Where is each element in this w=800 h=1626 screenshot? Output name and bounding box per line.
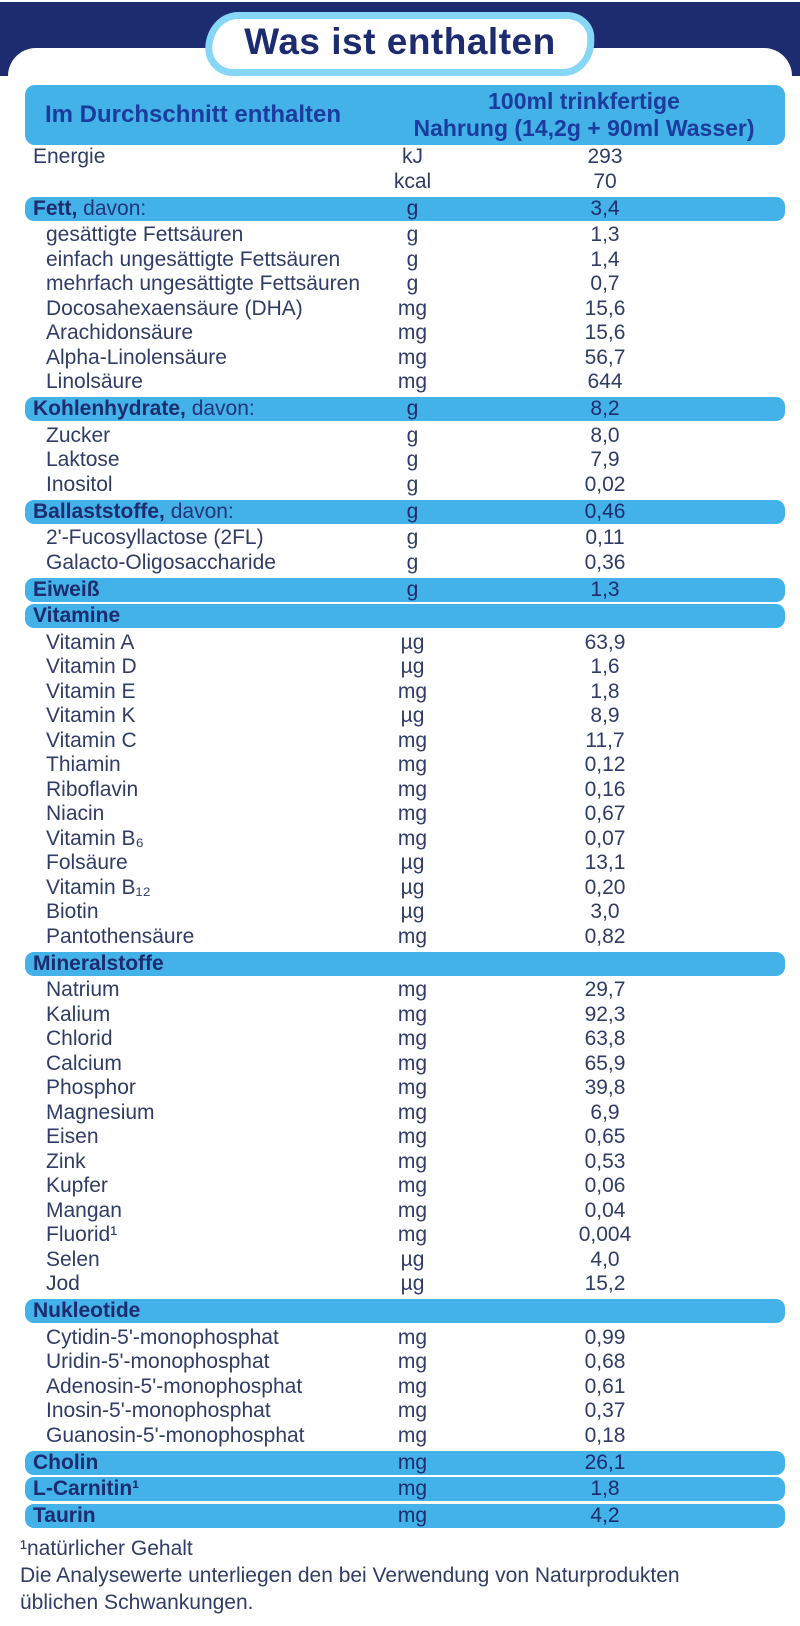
- row-unit: g: [406, 223, 419, 247]
- table-section-row: [25, 1451, 785, 1475]
- row-value: 1,6: [590, 655, 620, 679]
- row-unit: mg: [397, 1198, 428, 1222]
- section-label-bold: L-Carnitin¹: [33, 1477, 140, 1500]
- row-unit: mg: [397, 1051, 428, 1075]
- nutrition-card: [8, 48, 792, 1626]
- row-unit: mg: [397, 826, 428, 850]
- table-row: [25, 704, 785, 729]
- table-row: [25, 551, 785, 576]
- row-label: [25, 197, 355, 221]
- row-unit: mg: [397, 1076, 428, 1100]
- row-label: 2'-Fucosyllactose (2FL): [46, 526, 264, 550]
- row-label: Vitamin C: [46, 728, 137, 752]
- row-unit: mg: [397, 321, 428, 345]
- row-unit: µg: [400, 630, 425, 654]
- row-value: 13,1: [584, 851, 626, 875]
- row-value: 0,37: [584, 1399, 626, 1423]
- row-unit: mg: [397, 679, 428, 703]
- row-label: Energie: [33, 145, 106, 168]
- row-value: 65,9: [584, 1051, 626, 1075]
- table-row: [25, 1052, 785, 1077]
- footnote-natural-content: ¹natürlicher Gehalt: [20, 1536, 193, 1560]
- table-row: [25, 321, 785, 346]
- row-label: Selen: [46, 1247, 100, 1271]
- table-row: [25, 297, 785, 322]
- table-row: [25, 223, 785, 248]
- page-title: Was ist enthalten: [244, 21, 556, 62]
- row-unit: g: [406, 247, 419, 271]
- row-label: Kupfer: [46, 1174, 108, 1198]
- row-value: 0,02: [584, 472, 626, 496]
- table-header-right-line2: Nahrung (14,2g + 90ml Wasser): [413, 115, 755, 141]
- row-unit: mg: [397, 1450, 428, 1474]
- row-value: 56,7: [584, 345, 626, 369]
- table-header-right-line1: 100ml trinkfertige: [488, 88, 680, 114]
- row-label: Zink: [46, 1149, 86, 1173]
- section-label-rest: davon:: [164, 499, 234, 523]
- table-row: [25, 925, 785, 950]
- row-unit: g: [406, 499, 419, 523]
- table-section-row: [25, 197, 785, 221]
- row-unit: mg: [397, 1374, 428, 1398]
- row-value: 0,04: [584, 1198, 626, 1222]
- row-label: [25, 1477, 355, 1501]
- section-label-rest: davon:: [185, 397, 255, 420]
- row-label: Vitamin A: [46, 630, 135, 654]
- row-label: Vitamin B₆: [46, 826, 144, 850]
- row-value: 11,7: [585, 728, 625, 752]
- row-unit: mg: [397, 728, 428, 752]
- row-label: Zucker: [46, 423, 111, 447]
- row-label: Vitamin E: [46, 679, 136, 703]
- row-value: 8,9: [590, 704, 620, 728]
- row-unit: µg: [400, 1272, 425, 1296]
- row-value: 6,9: [590, 1100, 620, 1124]
- row-value: 7,9: [590, 448, 620, 472]
- section-label-bold: Taurin: [33, 1503, 96, 1527]
- row-label: Fluorid¹: [46, 1223, 118, 1247]
- section-label-bold: Fett,: [33, 196, 78, 220]
- row-label: Riboflavin: [46, 777, 139, 801]
- row-unit: mg: [397, 978, 428, 1002]
- row-unit: kJ: [402, 145, 423, 169]
- row-value: 0,61: [584, 1374, 626, 1398]
- row-unit: g: [406, 448, 419, 472]
- row-value-stack: [355, 145, 785, 194]
- table-row: [25, 631, 785, 656]
- row-label: Natrium: [46, 978, 120, 1002]
- row-value: 0,68: [584, 1350, 626, 1374]
- row-value: 0,18: [584, 1423, 626, 1447]
- table-section-row: [25, 397, 785, 421]
- row-line: [355, 170, 785, 195]
- row-value: 1,8: [590, 679, 620, 703]
- table-row: [25, 1350, 785, 1375]
- table-section-row: [25, 578, 785, 602]
- row-unit: mg: [397, 1100, 428, 1124]
- table-row: [25, 1125, 785, 1150]
- table-row: [25, 680, 785, 705]
- table-section-row: [25, 952, 785, 976]
- row-value: 29,7: [584, 978, 626, 1002]
- row-value: 644: [587, 370, 623, 394]
- row-value: 293: [587, 145, 623, 169]
- row-label: Guanosin-5'-monophosphat: [46, 1423, 305, 1447]
- row-line: [355, 145, 785, 170]
- row-value: 70: [593, 169, 617, 193]
- table-row: [25, 876, 785, 901]
- row-value: 0,65: [584, 1125, 626, 1149]
- row-value: 0,7: [590, 272, 620, 296]
- row-unit: µg: [400, 851, 425, 875]
- section-label-rest: davon:: [77, 196, 147, 220]
- row-unit: µg: [400, 900, 425, 924]
- row-label: Galacto-Oligosaccharide: [46, 550, 276, 574]
- table-row: [25, 1326, 785, 1351]
- section-label-bold: Vitamine: [33, 604, 121, 627]
- row-label: [25, 1299, 355, 1323]
- table-row: [25, 1101, 785, 1126]
- table-row: [25, 448, 785, 473]
- row-value: 4,0: [590, 1247, 620, 1271]
- table-row: [25, 1399, 785, 1424]
- row-value: 1,3: [590, 223, 620, 247]
- table-row: [25, 978, 785, 1003]
- section-label-bold: Kohlenhydrate,: [33, 397, 186, 420]
- table-header-right-label: [389, 88, 785, 142]
- row-value: 0,004: [578, 1223, 632, 1247]
- table-row-energy: [25, 145, 785, 194]
- row-label: Biotin: [46, 900, 99, 924]
- row-label: Laktose: [46, 448, 120, 472]
- row-unit: mg: [397, 1503, 428, 1527]
- table-section-row: [25, 1504, 785, 1528]
- row-label: Vitamin D: [46, 655, 137, 679]
- title-badge: [205, 12, 594, 76]
- row-unit: mg: [397, 1399, 428, 1423]
- row-unit: µg: [400, 875, 425, 899]
- row-unit: mg: [397, 924, 428, 948]
- row-unit: mg: [397, 1027, 428, 1051]
- row-label: Cytidin-5'-monophosphat: [46, 1325, 279, 1349]
- table-section-row: [25, 500, 785, 524]
- row-label: [25, 397, 355, 421]
- row-unit: mg: [397, 753, 428, 777]
- table-header: [25, 85, 785, 145]
- row-unit: g: [406, 397, 419, 420]
- row-label: [25, 1451, 355, 1475]
- row-unit: mg: [397, 296, 428, 320]
- table-row: [25, 1076, 785, 1101]
- row-unit: mg: [397, 370, 428, 394]
- row-label: Kalium: [46, 1002, 111, 1026]
- row-value: 0,06: [584, 1174, 626, 1198]
- row-label: Uridin-5'-monophosphat: [46, 1350, 270, 1374]
- row-value: 4,2: [590, 1503, 620, 1527]
- row-label: Mangan: [46, 1198, 122, 1222]
- row-unit: µg: [400, 655, 425, 679]
- row-value: 3,0: [590, 900, 620, 924]
- table-row: [25, 346, 785, 371]
- row-label: gesättigte Fettsäuren: [46, 223, 244, 247]
- row-unit: mg: [397, 1423, 428, 1447]
- table-row: [25, 1272, 785, 1297]
- section-label-bold: Ballaststoffe,: [33, 499, 165, 523]
- table-row: [25, 424, 785, 449]
- row-value: 15,6: [584, 321, 626, 345]
- row-value: 0,16: [584, 777, 626, 801]
- row-unit: µg: [400, 704, 425, 728]
- table-row: [25, 753, 785, 778]
- table-row: [25, 370, 785, 395]
- row-unit: g: [406, 526, 419, 550]
- table-section-row: [25, 604, 785, 628]
- table-section-row: [25, 1477, 785, 1501]
- row-value: 0,82: [584, 924, 626, 948]
- row-label: [25, 604, 355, 628]
- row-label: Magnesium: [46, 1100, 155, 1124]
- table-row: [25, 778, 785, 803]
- row-unit: mg: [397, 1223, 428, 1247]
- table-row: [25, 1223, 785, 1248]
- row-value: 63,9: [584, 630, 626, 654]
- row-label: Chlorid: [46, 1027, 113, 1051]
- row-value: 1,4: [590, 247, 620, 271]
- row-value: 0,07: [584, 826, 626, 850]
- row-label: Phosphor: [46, 1076, 136, 1100]
- row-unit: kcal: [393, 169, 432, 193]
- row-value: 39,8: [584, 1076, 626, 1100]
- row-label: Vitamin B₁₂: [46, 875, 151, 899]
- row-unit: mg: [397, 777, 428, 801]
- row-unit: g: [406, 272, 419, 296]
- table-section-row: [25, 1299, 785, 1323]
- row-unit: g: [406, 423, 419, 447]
- row-unit: mg: [397, 1149, 428, 1173]
- row-label: einfach ungesättigte Fettsäuren: [46, 247, 341, 271]
- row-value: 1,3: [590, 577, 620, 601]
- row-label: Alpha-Linolensäure: [46, 345, 227, 369]
- row-unit: g: [406, 550, 419, 574]
- table-row: [25, 1375, 785, 1400]
- row-label: mehrfach ungesättigte Fettsäuren: [46, 272, 361, 296]
- table-row: [25, 526, 785, 551]
- row-label: [25, 952, 355, 976]
- row-value: 0,20: [584, 875, 626, 899]
- row-label: [25, 1504, 355, 1528]
- row-label: Jod: [46, 1272, 80, 1296]
- row-unit: g: [406, 472, 419, 496]
- table-row: [25, 1199, 785, 1224]
- row-value: 63,8: [584, 1027, 626, 1051]
- row-value: 92,3: [584, 1002, 626, 1026]
- table-row: [25, 655, 785, 680]
- table-row: [25, 1150, 785, 1175]
- table-row: [25, 272, 785, 297]
- section-label-bold: Eiweiß: [33, 577, 100, 601]
- row-unit: mg: [397, 1125, 428, 1149]
- row-label: Arachidonsäure: [46, 321, 194, 345]
- row-label: [25, 500, 355, 524]
- row-value: 0,12: [584, 753, 626, 777]
- section-label-bold: Mineralstoffe: [33, 951, 164, 975]
- row-label: Inositol: [46, 472, 113, 496]
- row-label: Linolsäure: [46, 370, 143, 394]
- row-label: Eisen: [46, 1125, 99, 1149]
- row-value: 1,8: [590, 1477, 620, 1500]
- row-unit: mg: [397, 1325, 428, 1349]
- row-label: Docosahexaensäure (DHA): [46, 296, 303, 320]
- row-label: Adenosin-5'-monophosphat: [46, 1374, 303, 1398]
- table-row: [25, 1424, 785, 1449]
- table-row: [25, 1248, 785, 1273]
- table-row: [25, 729, 785, 754]
- row-label: Folsäure: [46, 851, 128, 875]
- table-row: [25, 248, 785, 273]
- row-value: 26,1: [584, 1450, 626, 1474]
- row-label: Vitamin K: [46, 704, 136, 728]
- row-value: 0,53: [584, 1149, 626, 1173]
- row-unit: mg: [397, 1002, 428, 1026]
- row-label: Calcium: [46, 1051, 122, 1075]
- table-row: [25, 900, 785, 925]
- table-row: [25, 851, 785, 876]
- row-unit: mg: [397, 1174, 428, 1198]
- section-label-bold: Cholin: [33, 1450, 99, 1474]
- row-value: 0,36: [584, 550, 626, 574]
- section-label-bold: Nukleotide: [33, 1299, 141, 1322]
- row-label: [25, 578, 355, 602]
- row-unit: mg: [397, 1477, 428, 1500]
- row-value: 0,99: [584, 1325, 626, 1349]
- table-row: [25, 827, 785, 852]
- table-row: [25, 1174, 785, 1199]
- table-row: [25, 473, 785, 498]
- row-label: Niacin: [46, 802, 105, 826]
- row-unit: g: [406, 577, 419, 601]
- row-unit: g: [406, 196, 419, 220]
- row-value: 0,11: [585, 526, 625, 550]
- footnotes: [20, 1535, 725, 1616]
- row-label: Thiamin: [46, 753, 121, 777]
- row-label: Pantothensäure: [46, 924, 195, 948]
- row-unit: µg: [400, 1247, 425, 1271]
- footnote-analysis-values: Die Analysewerte unterliegen den bei Verwendung von Naturprodukten üblichen Schwankungen.: [20, 1563, 680, 1614]
- row-value: 8,0: [590, 423, 620, 447]
- row-value: 15,6: [584, 296, 626, 320]
- row-unit: mg: [397, 802, 428, 826]
- table-body: [8, 145, 792, 1528]
- table-row: [25, 1027, 785, 1052]
- row-value: 15,2: [584, 1272, 626, 1296]
- table-row: [25, 802, 785, 827]
- row-value: 0,46: [584, 499, 626, 523]
- row-label: Inosin-5'-monophosphat: [46, 1399, 271, 1423]
- row-value: 8,2: [590, 397, 620, 420]
- row-unit: mg: [397, 345, 428, 369]
- row-value: 0,67: [584, 802, 626, 826]
- row-unit: mg: [397, 1350, 428, 1374]
- row-value: 3,4: [590, 196, 620, 220]
- table-header-left-label: Im Durchschnitt enthalten: [45, 101, 342, 128]
- table-row: [25, 1003, 785, 1028]
